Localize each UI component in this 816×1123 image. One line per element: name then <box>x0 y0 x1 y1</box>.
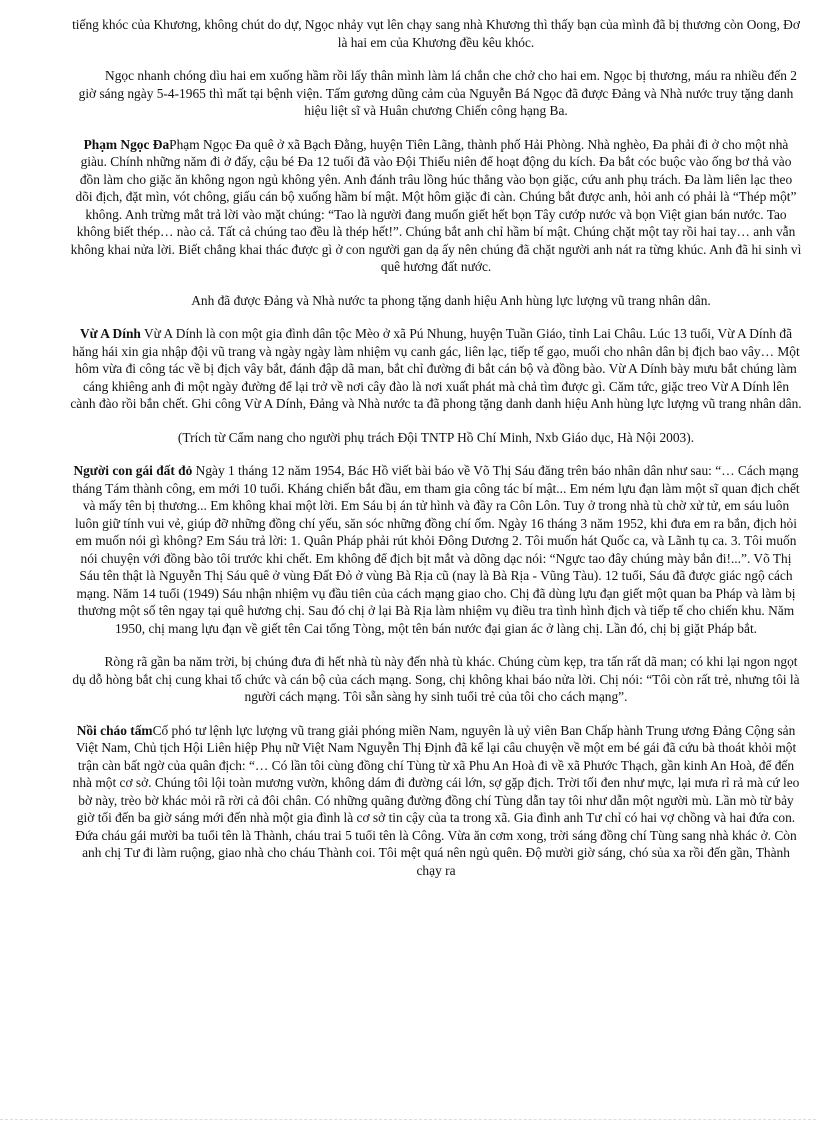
document-page <box>70 16 802 893</box>
paragraph-4 <box>70 292 802 310</box>
paragraph-9 <box>70 722 802 880</box>
paragraph-text: Ròng rã gần ba năm trời, bị chúng đưa đi hết nhà tù này đến nhà tù khác. Chúng cùm kẹp, tra tấn rất dã man; có khi lại ngon ngọt dụ dỗ hòng bắt chị cung khai tổ chức và cán bộ của cách mạng. Song, chị không khai báo nửa lời. Chị nói: “Tôi còn rất trẻ, nhưng tôi là người cách mạng. Tôi sẵn sàng hy sinh tuổi trẻ của tôi cho cách mạng”. <box>72 654 800 704</box>
paragraph-7 <box>70 462 802 637</box>
story-heading: Nồi cháo tấm <box>76 722 153 738</box>
story-heading: Phạm Ngọc Đa <box>83 136 170 152</box>
paragraph-2 <box>70 67 802 120</box>
paragraph-text: Anh đã được Đảng và Nhà nước ta phong tặng danh hiệu Anh hùng lực lượng vũ trang nhân dân. <box>191 292 711 308</box>
story-heading: Người con gái đất đỏ <box>73 463 193 478</box>
citation <box>70 429 802 447</box>
paragraph-8 <box>70 653 802 706</box>
paragraph-3 <box>70 136 802 276</box>
page-bottom-divider <box>0 1119 816 1120</box>
paragraph-text: Ngày 1 tháng 12 năm 1954, Bác Hồ viết bài báo về Võ Thị Sáu đăng trên báo nhân dân như sau: “… Cách mạng tháng Tám thành công, em mới 10 tuổi. Kháng chiến bắt đầu, em tham gia công tác bí mật... Em ném lựu đạn làm một sĩ quan địch chết và mấy tên bị thương... Em không khai một lời. Em Sáu bị án tử hình và đầy ra Côn Lôn. Tuy ở trong nhà tù chờ xử tử, em sáu luôn luôn giữ tính vui vẻ, giúp đỡ những đồng chí yếu, săn sóc những đồng chí ốm. Ngày 16 tháng 3 năm 1952, khi đưa em ra bắn, địch hỏi em muốn nói gì không? Em Sáu trả lời: 1. Quân Pháp phải rút khỏi Đông Dương 2. Tôi muốn hát Quốc ca, và Lãnh tụ ca. 3. Tôi muốn nói chuyện với đồng bào tôi trước khi chết. Em không để địch bịt mắt và dõng dạc nói: “Ngực tao đây chúng mày bắn đi!...”. Võ Thị Sáu tên thật là Nguyễn Thị Sáu quê ở vùng Đất Đỏ ở vùng Bà Rịa cũ (nay là Bà Rịa - Vũng Tàu). 12 tuổi, Sáu đã được giác ngộ cách mạng. Năm 14 tuổi (1949) Sáu nhận nhiệm vụ đầu tiên của cách mạng giao cho. Chị đã dùng lựu đạn giết một quan ba Pháp và làm bị thương một số tên ngay tại quê hương chị. Sau đó chị ở lại Bà Rịa làm nhiệm vụ điều tra tình hình địch và tiếp tế cho chiến khu. Năm 1950, chị mang lựu đạn về giết tên Cai tổng Tòng, một tên bán nước đại gian ác ở làng chị. Lần đó, chị bị giặt Pháp bắt. <box>72 463 800 636</box>
story-heading: Vừ A Dính <box>79 326 141 341</box>
paragraph-5 <box>70 325 802 413</box>
paragraph-text: Ngọc nhanh chóng dìu hai em xuống hầm rồi lấy thân mình làm lá chắn che chở cho hai em. Ngọc bị thương, máu ra nhiều đến 2 giờ sáng ngày 5-4-1965 thì mất tại bệnh viện. Tấm gương dũng cảm của Nguyễn Bá Ngọc đã được Đảng và Nhà nước truy tặng danh hiệu liệt sĩ và Huân chương Chiến công hạng Ba. <box>78 68 797 118</box>
paragraph-text: Cố phó tư lệnh lực lượng vũ trang giải phóng miền Nam, nguyên là uỷ viên Ban Chấp hành Trung ương Đảng Cộng sản Việt Nam, Chủ tịch Hội Liên hiệp Phụ nữ Việt Nam Nguyễn Thị Định đã kể lại câu chuyện về một em bé gái đã cứu bà thoát khỏi một trận càn bất ngờ của quân địch: “… Có lần tôi cùng đồng chí Tùng từ xã Phu An Hoà đi về xã Phước Thạch, gần kinh An Hoà, để đến nhà một cơ sở. Chúng tôi lội toàn mương vườn, không dám đi đường cái lớn, sợ gặp địch. Trời tối đen như mực, lại mưa rỉ rả mà cứ leo bờ này, trèo bờ khác mỏi rã rời cả đôi chân. Có những quãng đường đồng chí Tùng dẫn tay tôi như dẫn một người mù. Lần mò từ bảy giờ tối đến ba giờ sáng mới đến nhà một gia đình là cơ sở tin cậy của ta trong xã. Gia đình anh Tư chỉ có hai vợ chồng và hai đứa con. Đứa cháu gái mười ba tuổi tên là Thành, cháu trai 5 tuổi tên là Công. Vừa ăn cơm xong, trời sáng đồng chí Tùng sang nhà khác ở. Còn anh chị Tư đi làm ruộng, giao nhà cho cháu Thành coi. Tôi mệt quá nên ngủ quên. Độ mười giờ sáng, chó sủa xa rồi đến gần, Thành chạy ra <box>72 722 800 878</box>
citation-text: (Trích từ Cẩm nang cho người phụ trách Đội TNTP Hồ Chí Minh, Nxb Giáo dục, Hà Nội 2003). <box>177 429 695 445</box>
paragraph-1 <box>70 16 802 51</box>
paragraph-text: Phạm Ngọc Đa quê ở xã Bạch Đằng, huyện Tiên Lãng, thành phố Hải Phòng. Nhà nghèo, Đa phải đi ở cho một nhà giàu. Chính những năm đi ở đấy, cậu bé Đa 12 tuổi đã vào Đội Thiếu niên để hoạt động du kích. Đa bắt cóc buộc vào ống bơ thả vào đồn làm cho giặc ăn không ngon ngủ không yên. Anh đánh trâu lồng húc thẳng vào bọn giặc, cứu anh phụ trách. Đa làm liên lạc theo dõi địch, đặt mìn, vót chông, giấu cán bộ xuống hầm bí mật. Một hôm giặc đi càn. Chúng bắt được anh, hỏi anh có phải là “Thép một” không. Anh trừng mắt trả lời vào mặt chúng: “Tao là người đang muốn giết hết bọn Tây cướp nước và bọn Việt gian bán nước. Tao không biết thép… nào cả. Tất cả chúng tao đều là thép hết!”. Chúng bắt anh chỉ hầm bí mật. Chúng chặt một tay rồi hai tay… anh vẫn không khai nửa lời. Biết chẳng khai thác được gì ở con người gan dạ ấy nên chúng đã chặt người anh nát ra từng khúc. Anh đã hi sinh vì quê hương đất nước. <box>70 136 802 274</box>
paragraph-text: Vừ A Dính là con một gia đình dân tộc Mèo ở xã Pú Nhung, huyện Tuần Giáo, tỉnh Lai Châu. Lúc 13 tuổi, Vừ A Dính đã hăng hái xin gia nhập đội vũ trang và ngày ngày làm nhiệm vụ canh gác, liên lạc, tiếp tế gạo, muối cho nhân dân bị địch bao vây… Một hôm vừa đi công tác về bị địch vây bắt, đánh đập dã man, bắt chỉ đường đi bắt cán bộ và đồng bào. Vừ A Dính bày mưu bắt chúng làm cáng khiêng anh đi một ngày đường để lại trở về nơi cây đào là nơi xuất phát mà chả tìm được gì. Căm tức, giặc treo Vừ A Dính lên cành đào rồi bắn chết. Ghi công Vừ A Dính, Đảng và Nhà nước ta đã phong tặng danh danh hiệu Anh hùng lực lượng vũ trang nhân dân. <box>70 326 802 411</box>
paragraph-text: tiếng khóc của Khương, không chút do dự, Ngọc nhảy vụt lên chạy sang nhà Khương thì thấy bạn của mình đã bị thương còn Oong, Đơ là hai em của Khương đều kêu khóc. <box>72 17 800 50</box>
